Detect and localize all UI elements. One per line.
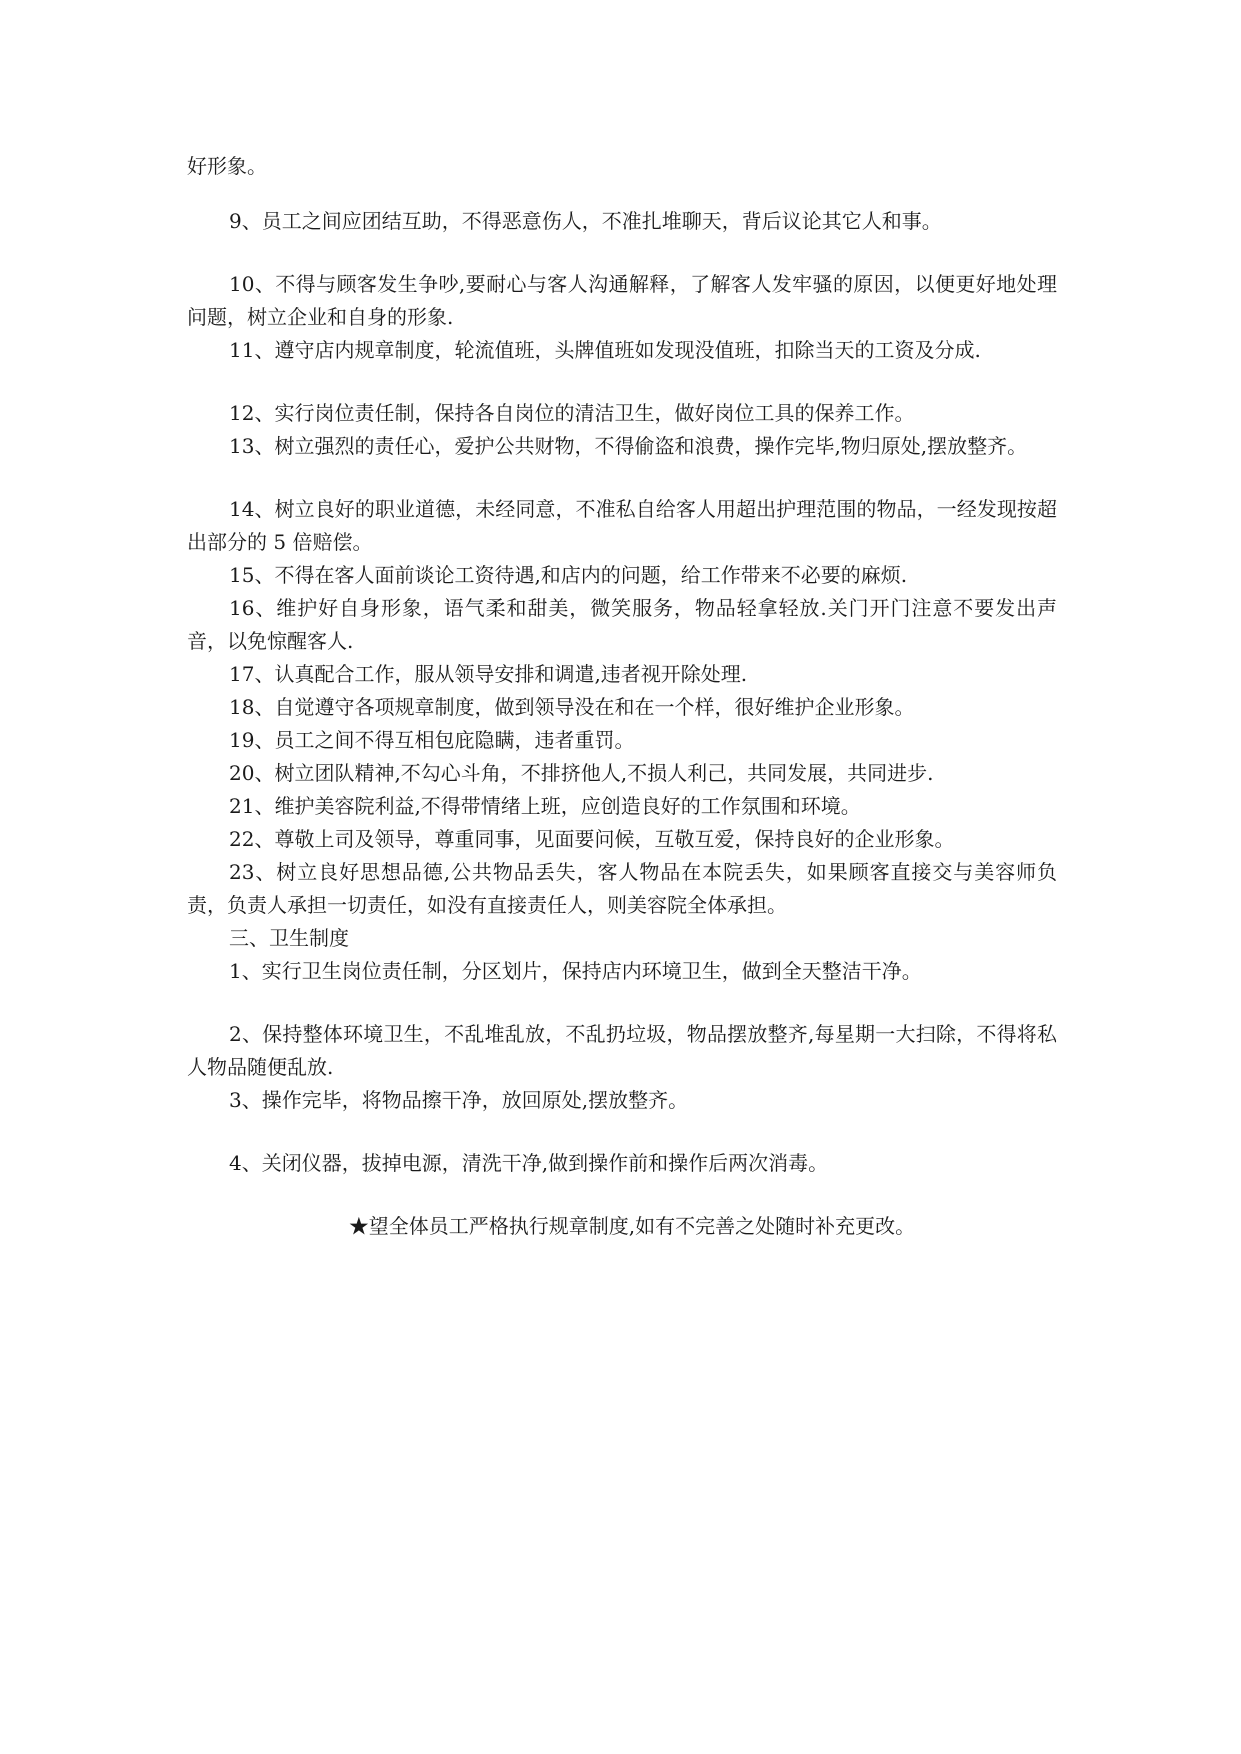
hygiene-rule-4: 4、关闭仪器，拔掉电源，清洗干净,做到操作前和操作后两次消毒。 xyxy=(229,1151,829,1175)
rule-14: 14、树立良好的职业道德，未经同意，不准私自给客人用超出护理范围的物品，一经发现按超出部分的 5 倍赔偿。 xyxy=(187,497,1057,554)
rule-19: 19、员工之间不得互相包庇隐瞒，违者重罚。 xyxy=(229,728,635,752)
rule-23: 23、树立良好思想品德,公共物品丢失，客人物品在本院丢失，如果顾客直接交与美容师负责，负责人承担一切责任，如没有直接责任人，则美容院全体承担。 xyxy=(187,860,1057,917)
rule-11: 11、遵守店内规章制度，轮流值班，头牌值班如发现没值班，扣除当天的工资及分成. xyxy=(229,338,981,362)
rule-13: 13、树立强烈的责任心，爱护公共财物，不得偷盗和浪费，操作完毕,物归原处,摆放整齐。 xyxy=(229,434,1028,458)
rule-20: 20、树立团队精神,不勾心斗角，不排挤他人,不损人利己，共同发展，共同进步. xyxy=(229,761,934,785)
rule-10: 10、不得与顾客发生争吵,要耐心与客人沟通解释，了解客人发牢骚的原因，以便更好地处理问题，树立企业和自身的形象. xyxy=(187,272,1057,329)
closing-note: ★望全体员工严格执行规章制度,如有不完善之处随时补充更改。 xyxy=(348,1214,916,1238)
paragraph-continuation: 好形象。 xyxy=(187,154,267,178)
hygiene-rule-1: 1、实行卫生岗位责任制，分区划片，保持店内环境卫生，做到全天整洁干净。 xyxy=(229,959,922,983)
rule-18: 18、自觉遵守各项规章制度，做到领导没在和在一个样，很好维护企业形象。 xyxy=(229,695,915,719)
rule-17: 17、认真配合工作，服从领导安排和调遣,违者视开除处理. xyxy=(229,662,748,686)
rule-22: 22、尊敬上司及领导，尊重同事，见面要问候，互敬互爱，保持良好的企业形象。 xyxy=(229,827,955,851)
hygiene-rule-2: 2、保持整体环境卫生，不乱堆乱放，不乱扔垃圾，物品摆放整齐,每星期一大扫除，不得将私人物品随便乱放. xyxy=(187,1022,1057,1079)
rule-15: 15、不得在客人面前谈论工资待遇,和店内的问题，给工作带来不必要的麻烦. xyxy=(229,563,908,587)
document-body xyxy=(187,150,1057,1243)
rule-12: 12、实行岗位责任制，保持各自岗位的清洁卫生，做好岗位工具的保养工作。 xyxy=(229,401,915,425)
section-heading-hygiene: 三、卫生制度 xyxy=(229,926,349,950)
rule-9: 9、员工之间应团结互助，不得恶意伤人，不准扎堆聊天，背后议论其它人和事。 xyxy=(229,209,942,233)
rule-16: 16、维护好自身形象，语气柔和甜美，微笑服务，物品轻拿轻放.关门开门注意不要发出声音，以免惊醒客人. xyxy=(187,596,1057,653)
hygiene-rule-3: 3、操作完毕，将物品擦干净，放回原处,摆放整齐。 xyxy=(229,1088,689,1112)
rule-21: 21、维护美容院利益,不得带情绪上班，应创造良好的工作氛围和环境。 xyxy=(229,794,861,818)
